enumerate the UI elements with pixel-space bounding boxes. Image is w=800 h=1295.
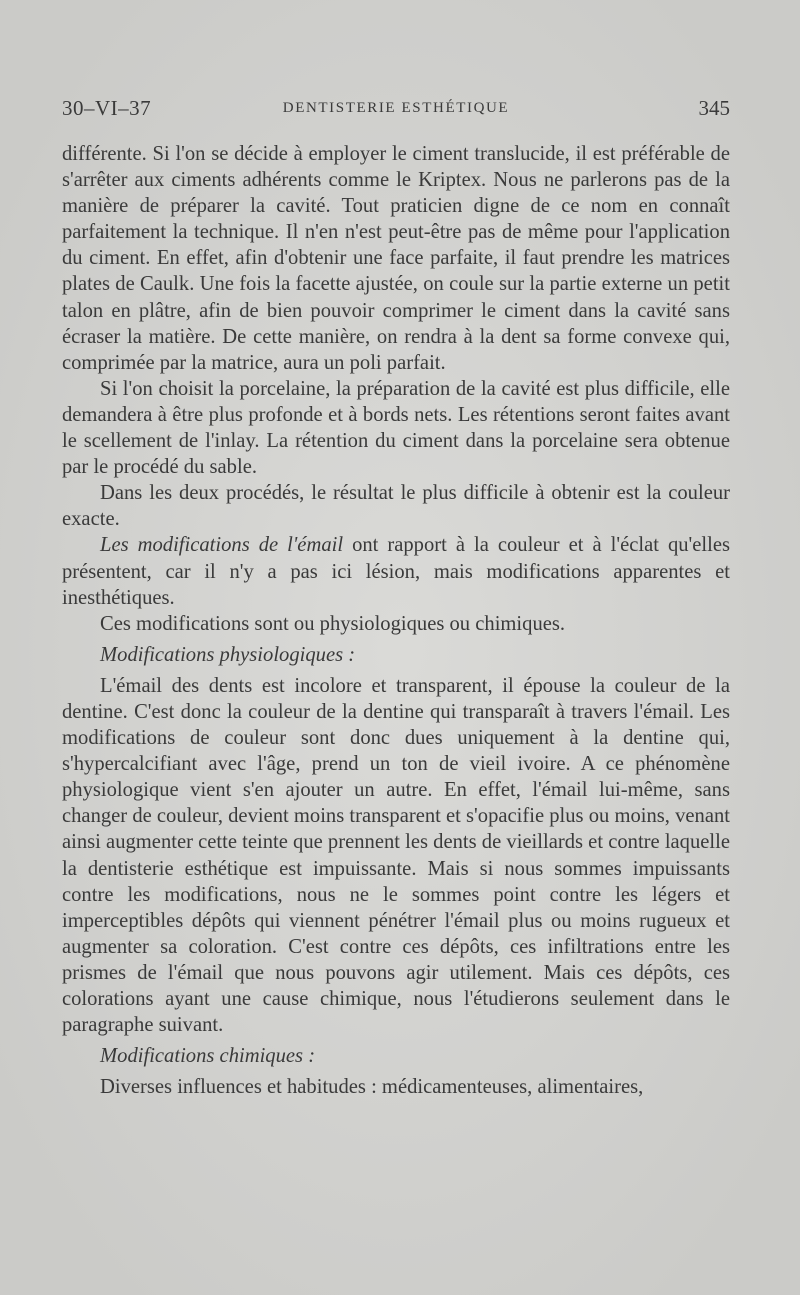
paragraph-7: Diverses influences et habitudes : médicamenteuses, alimentaires, [100,1076,644,1099]
italic-lead: Les modifications de l'émail [100,534,344,557]
header-title: DENTISTERIE ESTHÉTIQUE [282,100,510,116]
paragraph-4 [62,532,730,610]
paragraph-6: L'émail des dents est incolore et transparent, il épouse la couleur de la dentine. C'est donc la couleur de la dentine qui transparaît à travers l'émail. Les modifications de couleur sont donc dues uniquement à la dentine qui, s'hypercalcifiant avec l'âge, prend un ton de vieil ivoire. A ce phénomène physiologique vient s'en ajouter un autre. En effet, l'émail lui-même, sans changer de couleur, devient moins transparent et s'opacifie plus ou moins, venant ainsi augmenter cette teinte que prennent les dents de vieillards et contre laquelle la dentisterie esthétique est impuissante. Mais si nous sommes impuissants contre les modifications, nous ne le sommes point contre les légers et imperceptibles dépôts qui viennent pénétrer l'émail plus ou moins rugueux et augmenter sa coloration. C'est contre ces dépôts, ces infiltrations entre les prismes de l'émail que nous pouvons agir utilement. Mais ces dépôts, ces colorations ayant une cause chimique, nous l'étudierons seulement dans le paragraphe suivant. [62,674,730,1037]
page-number: 345 [698,96,730,120]
section-heading-chimiques: Modifications chimiques : [100,1045,316,1068]
paragraph-4-text: ont rapport à la couleur et à l'éclat qu'elles présentent, car il n'y a pas ici lésion, mais modifications apparentes et inesthétiques. [62,534,730,609]
running-head [62,96,730,126]
paragraph-2: Si l'on choisit la porcelaine, la préparation de la cavité est plus difficile, elle demandera à être plus profonde et à bords nets. Les rétentions seront faites avant le scellement de l'inlay. La rétention du ciment dans la porcelaine sera obtenue par le procédé du sable. [62,377,730,479]
paragraph-3: Dans les deux procédés, le résultat le plus difficile à obtenir est la couleur exacte. [62,482,730,531]
paragraph-1: différente. Si l'on se décide à employer le ciment translucide, il est préférable de s'arrêter aux ciments adhérents comme le Kriptex. Nous ne parlerons pas de la manière de préparer la cavité. Tout praticien digne de ce nom en connaît parfaitement la technique. Il n'en n'est peut-être pas de même pour l'application du ciment. En effet, afin d'obtenir une face parfaite, il faut prendre les matrices plates de Caulk. Une fois la facette ajustée, on coule sur la partie externe un petit talon en plâtre, afin de bien pouvoir comprimer le ciment dans la cavité sans écraser la matière. De cette manière, on rendra à la dent sa forme convexe qui, comprimée par la matrice, aura un poli parfait. [62,143,730,374]
body-text [62,141,730,1100]
paragraph-5: Ces modifications sont ou physiologiques ou chimiques. [100,612,566,635]
header-date: 30–VI–37 [62,96,152,120]
section-heading-physiologiques: Modifications physiologiques : [100,643,356,666]
